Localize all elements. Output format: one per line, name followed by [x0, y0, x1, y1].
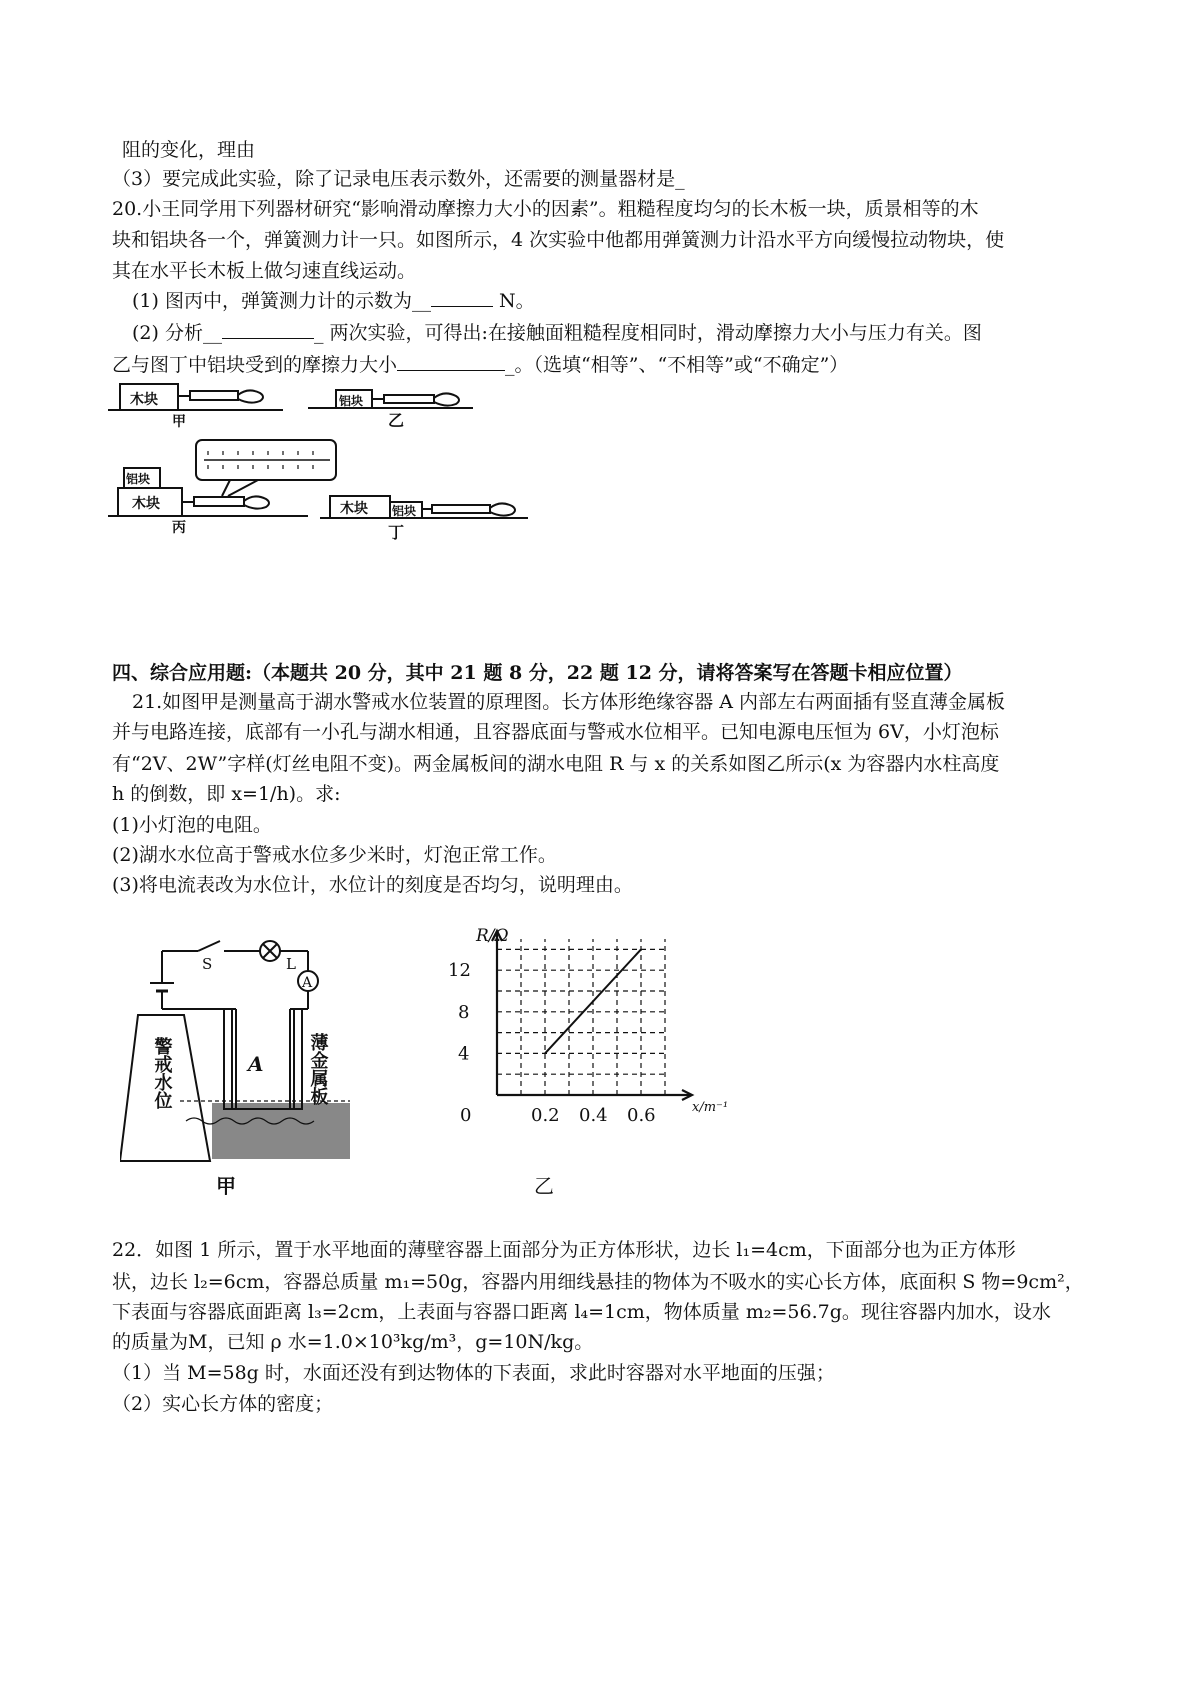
figure-label-yi: 乙: [534, 1174, 554, 1195]
text-span: (2) 分析__: [132, 322, 222, 344]
y-axis-label: R/Ω: [476, 926, 509, 946]
answer-blank[interactable]: [222, 320, 314, 339]
resistance-graph: [440, 925, 770, 1195]
text-span: 乙与图丁中铝块受到的摩擦力大小: [112, 354, 398, 376]
text-span: _。（选填“相等”、“不相等”或“不确定”）: [505, 354, 849, 376]
question-20-part-2: [132, 320, 982, 345]
circuit-diagram: [120, 925, 360, 1195]
question-22-text: 22．如图 1 所示，置于水平地面的薄壁容器上面部分为正方体形状，边长 l₁=4cm，下面部分也为正方体形: [112, 1239, 1016, 1261]
ammeter-label: A: [302, 975, 313, 991]
question-20-text: 其在水平长木板上做匀速直线运动。: [112, 260, 417, 282]
friction-experiment-figure: [108, 378, 548, 553]
switch-label: S: [202, 955, 213, 973]
container-label: A: [248, 1052, 264, 1076]
question-20-text: 块和铝块各一个，弹簧测力计一只。如图所示，4 次实验中他都用弹簧测力计沿水平方向缓慢拉动物块，使: [112, 229, 1005, 251]
question-21-text: 并与电路连接，底部有一小孔与湖水相通，且容器底面与警戒水位相平。已知电源电压恒为 6V，小灯泡标: [112, 721, 999, 743]
origin-label: 0: [460, 1105, 472, 1126]
answer-blank[interactable]: [397, 352, 505, 371]
warning-level-label: 警戒水位: [151, 1037, 173, 1109]
x-axis-label: x/m⁻¹: [692, 1100, 729, 1115]
question-20-part-1: [132, 288, 535, 313]
wood-block-label: 木块: [132, 496, 160, 512]
question-21-text: 有“2V、2W”字样(灯丝电阻不变)。两金属板间的湖水电阻 R 与 x 的关系如图乙所示(x 为容器内水柱高度: [112, 753, 1000, 775]
lamp-label: L: [286, 955, 296, 973]
aluminum-block-label: 铝块: [392, 504, 417, 518]
question-21-sub-3: (3)将电流表改为水位计，水位计的刻度是否均匀，说明理由。: [112, 874, 633, 896]
y-tick-label: 12: [448, 960, 471, 982]
question-22-sub-1: （1）当 M=58g 时，水面还没有到达物体的下表面，求此时容器对水平地面的压强；: [112, 1362, 835, 1384]
x-tick-label: 0.6: [627, 1105, 656, 1126]
question-22-sub-2: （2）实心长方体的密度；: [112, 1393, 334, 1415]
aluminum-block-label: 铝块: [339, 394, 364, 408]
answer-blank[interactable]: [431, 288, 493, 307]
section-heading: 四、综合应用题:（本题共 20 分，其中 21 题 8 分，22 题 12 分，请将答案写在答题卡相应位置）: [112, 662, 963, 684]
y-tick-label: 8: [458, 1001, 470, 1023]
figure-label-jia: 甲: [172, 414, 186, 430]
wood-block-label: 木块: [340, 501, 368, 517]
figure-label-yi: 乙: [388, 411, 405, 430]
question-21-sub-2: (2)湖水水位高于警戒水位多少米时，灯泡正常工作。: [112, 844, 557, 866]
question-21-text: h 的倒数，即 x=1/h)。求:: [112, 783, 341, 805]
figure-label-bing: 丙: [172, 520, 186, 536]
aluminum-block-label: 铝块: [126, 472, 151, 486]
text-span: N。: [492, 290, 535, 312]
question-22-text: 状，边长 l₂=6cm，容器总质量 m₁=50g，容器内用细线悬挂的物体为不吸水的实心长方体，底面积 S 物=9cm²，: [112, 1271, 1084, 1293]
question-20-part-2b: [112, 352, 848, 377]
question-22-text: 下表面与容器底面距离 l₃=2cm，上表面与容器口距离 l₄=1cm，物体质量 m₂=56.7g。现往容器内加水，设水: [112, 1301, 1051, 1323]
question-21-sub-1: (1)小灯泡的电阻。: [112, 814, 272, 836]
x-tick-label: 0.4: [579, 1105, 608, 1126]
y-tick-label: 4: [458, 1043, 470, 1065]
question-20-text: 20.小王同学用下列器材研究“影响滑动摩擦力大小的因素”。粗糙程度均匀的长木板一块，质景相等的木: [112, 198, 979, 220]
figure-label-ding: 丁: [388, 523, 405, 542]
text-line: 阻的变化，理由: [122, 139, 256, 161]
text-span: _ 两次实验，可得出:在接触面粗糙程度相同时，滑动摩擦力大小与压力有关。图: [313, 322, 982, 344]
figure-label-jia: 甲: [216, 1174, 236, 1195]
question-22-text: 的质量为M，已知 ρ 水=1.0×10³kg/m³，g=10N/kg。: [112, 1331, 594, 1353]
x-tick-label: 0.2: [531, 1105, 560, 1126]
question-21-text: 21.如图甲是测量高于湖水警戒水位装置的原理图。长方体形绝缘容器 A 内部左右两面插有竖直薄金属板: [132, 691, 1006, 713]
grid: [497, 939, 665, 1095]
text-span: (1) 图丙中，弹簧测力计的示数为__: [132, 290, 431, 312]
text-line: （3）要完成此实验，除了记录电压表示数外，还需要的测量器材是_: [112, 168, 685, 190]
wood-block-label: 木块: [130, 392, 158, 408]
metal-plate-label: 薄金属板: [307, 1033, 329, 1105]
